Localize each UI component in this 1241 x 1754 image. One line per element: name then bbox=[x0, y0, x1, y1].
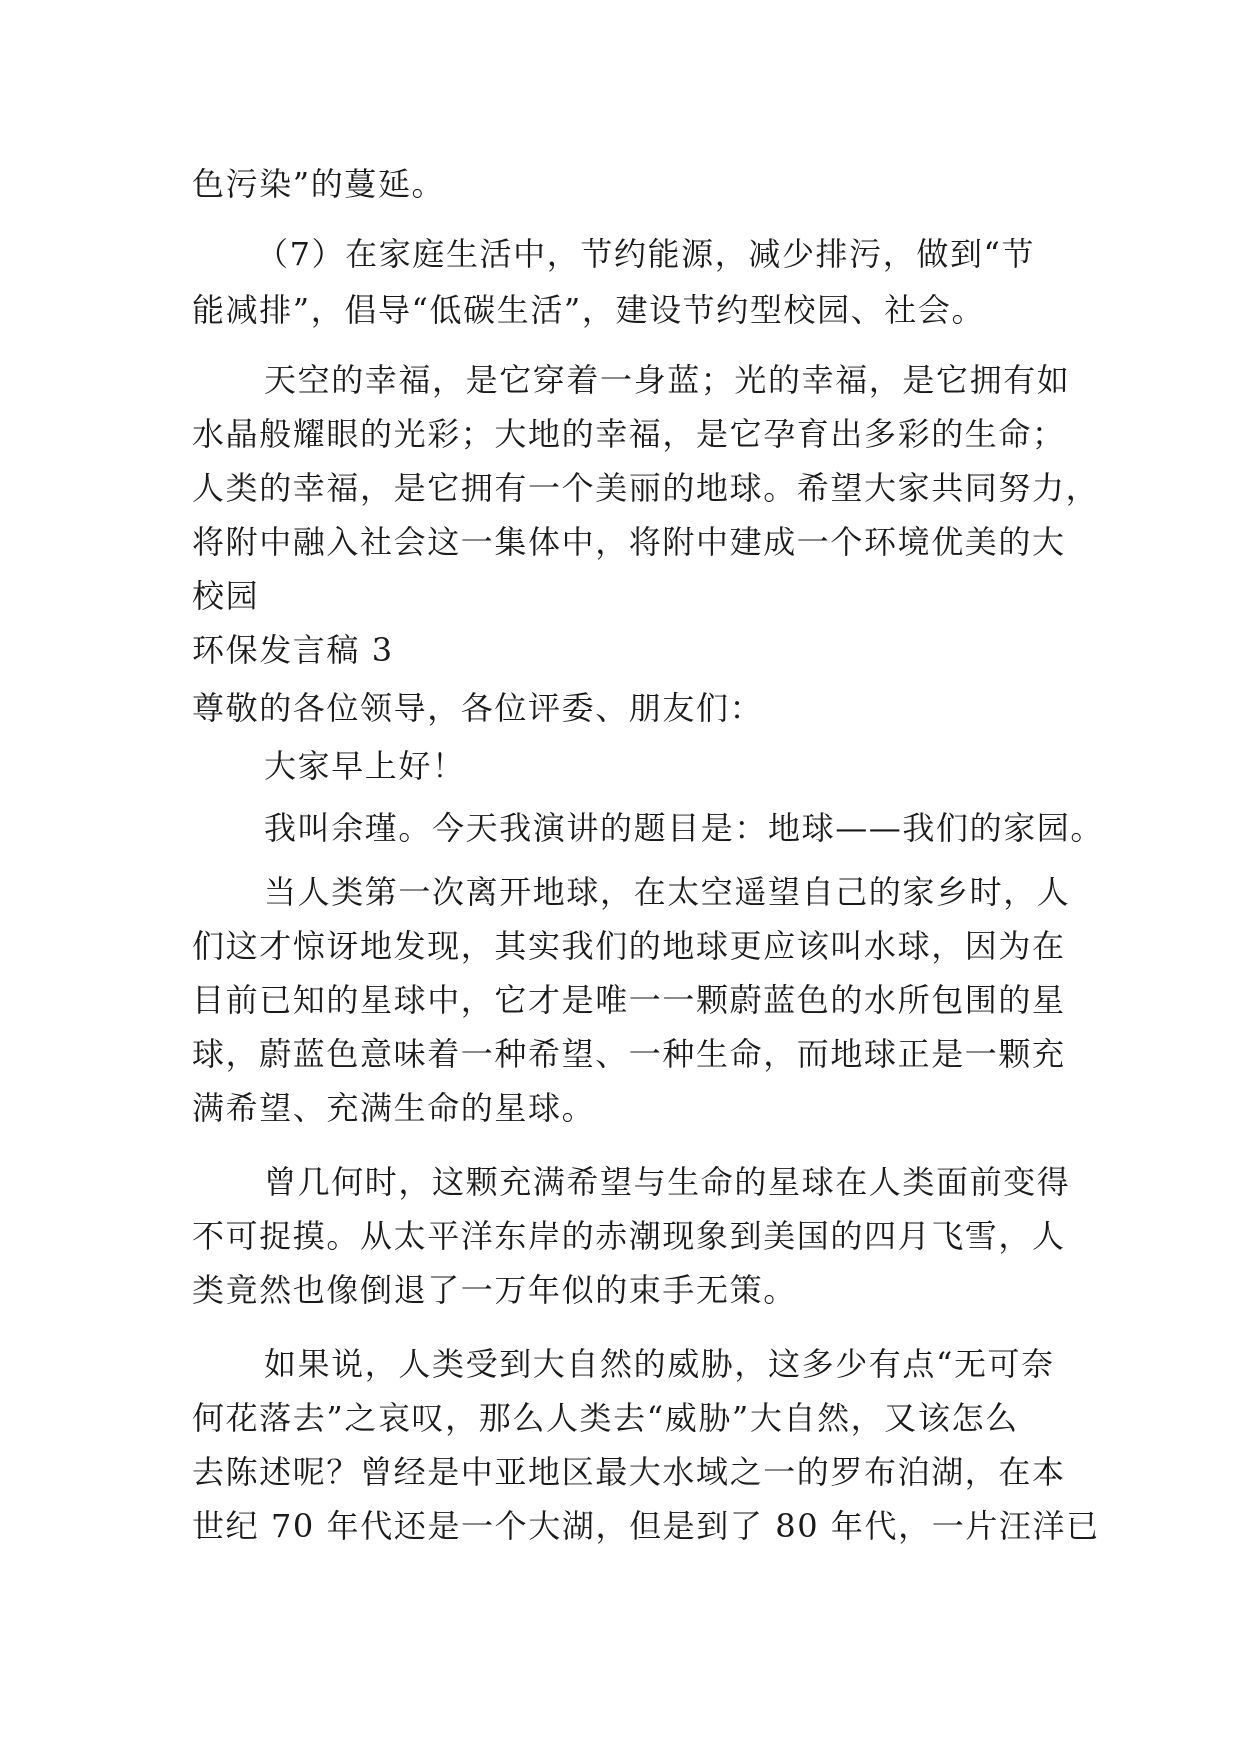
paragraph-line: 天空的幸福，是它穿着一身蓝；光的幸福，是它拥有如 bbox=[264, 361, 1071, 399]
text-line: 不可捉摸。从太平洋东岸的赤潮现象到美国的四月飞雪，人 bbox=[192, 1217, 1066, 1255]
text-line: 球，蔚蓝色意味着一种希望、一种生命，而地球正是一颗充 bbox=[192, 1035, 1066, 1073]
text-line: 将附中融入社会这一集体中，将附中建成一个环境优美的大 bbox=[192, 523, 1066, 561]
text-line: 满希望、充满生命的星球。 bbox=[192, 1089, 596, 1127]
paragraph-line: 我叫余瑾。今天我演讲的题目是：地球——我们的家园。 bbox=[264, 809, 1105, 847]
paragraph-line: 曾几何时，这颗充满希望与生命的星球在人类面前变得 bbox=[264, 1163, 1071, 1201]
list-item-7: （7）在家庭生活中，节约能源，减少排污，做到“节 bbox=[256, 235, 1036, 273]
text-line: 水晶般耀眼的光彩；大地的幸福，是它孕育出多彩的生命； bbox=[192, 415, 1066, 453]
text-line: 类竟然也像倒退了一万年似的束手无策。 bbox=[192, 1271, 797, 1309]
text-line: 去陈述呢？曾经是中亚地区最大水域之一的罗布泊湖，在本 bbox=[192, 1453, 1066, 1491]
section-title: 环保发言稿 3 bbox=[192, 631, 394, 669]
text-line: 能减排”，倡导“低碳生活”，建设节约型校园、社会。 bbox=[192, 291, 986, 329]
text-line: 何花落去”之哀叹，那么人类去“威胁”大自然，又该怎么 bbox=[192, 1399, 1019, 1437]
paragraph-line: 如果说，人类受到大自然的威胁，这多少有点“无可奈 bbox=[264, 1345, 1055, 1383]
text-line: 目前已知的星球中，它才是唯一一颗蔚蓝色的水所包围的星 bbox=[192, 981, 1066, 1019]
greeting: 大家早上好！ bbox=[264, 747, 466, 785]
text-line: 们这才惊讶地发现，其实我们的地球更应该叫水球，因为在 bbox=[192, 927, 1066, 965]
text-line: 校园 bbox=[192, 577, 260, 615]
text-line: 人类的幸福，是它拥有一个美丽的地球。希望大家共同努力， bbox=[192, 469, 1100, 507]
paragraph-line: 当人类第一次离开地球，在太空遥望自己的家乡时，人 bbox=[264, 873, 1071, 911]
text-line: 世纪 70 年代还是一个大湖，但是到了 80 年代，一片汪洋已 bbox=[192, 1507, 1100, 1545]
salutation: 尊敬的各位领导，各位评委、朋友们： bbox=[192, 689, 764, 727]
text-line: 色污染”的蔓延。 bbox=[192, 165, 446, 203]
